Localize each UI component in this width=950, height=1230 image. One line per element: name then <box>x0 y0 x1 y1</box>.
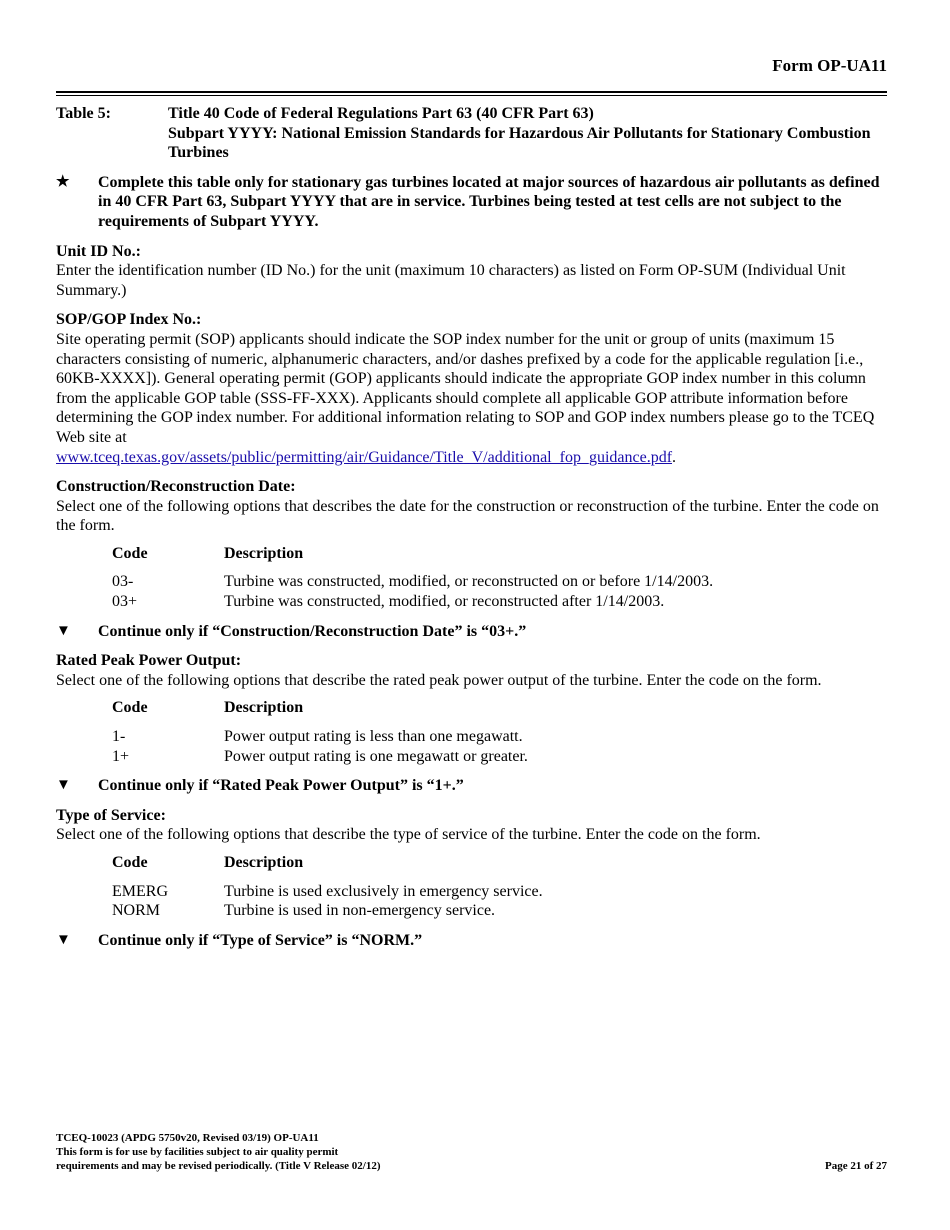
code-row <box>112 592 887 612</box>
table-heading <box>56 104 887 163</box>
code-value: 03+ <box>112 593 138 611</box>
applicability-note <box>56 173 887 232</box>
code-description: Turbine is used exclusively in emergency service. <box>224 882 543 900</box>
table-title-line: Subpart YYYY: National Emission Standards for Hazardous Air Pollutants for Stationary Combustion Turbines <box>168 124 871 162</box>
code-header: Code <box>112 699 148 717</box>
rated-power-title: Rated Peak Power Output: <box>56 652 242 670</box>
table-title-line: Title 40 Code of Federal Regulations Part 63 (40 CFR Part 63) <box>168 105 594 122</box>
form-id: Form OP-UA11 <box>772 56 887 75</box>
construction-text: Select one of the following options that describes the date for the construction or reconstruction of the turbine. Enter the code on the form. <box>56 497 879 535</box>
code-description: Turbine was constructed, modified, or reconstructed on or before 1/14/2003. <box>224 573 714 591</box>
construction-continue-text: Continue only if “Construction/Reconstruction Date” is “03+.” <box>98 622 527 640</box>
footer-line: This form is for use by facilities subject to air quality permit <box>56 1146 339 1158</box>
sop-gop-section <box>56 310 887 467</box>
sop-gop-title: SOP/GOP Index No.: <box>56 311 202 329</box>
page-footer <box>56 1131 887 1173</box>
unit-id-section <box>56 242 887 301</box>
construction-section <box>56 477 887 641</box>
sop-gop-text: Site operating permit (SOP) applicants should indicate the SOP index number for the unit or group of units (maximum 15 characters consisting of numeric, alphanumeric characters, and/or dashes prefixed by a code for the applicable regulation [i.e., 60KB-XXXX]). General operating permit (GOP) applicants should indicate the appropriate GOP index number in this column from the applicable GOP table (SSS-FF-XXX). Applicants should complete all applicable GOP attribute information before determining the GOP index number. For additional information relating to SOP and GOP index numbers please go to the TCEQ Web site at <box>56 330 875 446</box>
code-table-header <box>112 544 887 564</box>
table-label: Table 5: <box>56 105 111 122</box>
service-code-table <box>112 853 887 921</box>
code-value: 1+ <box>112 747 130 765</box>
triangle-down-icon: ▼ <box>56 931 71 948</box>
service-text: Select one of the following options that describe the type of service of the turbine. Enter the code on the form. <box>56 826 761 844</box>
header-rule <box>56 91 887 93</box>
applicability-note-text: Complete this table only for stationary gas turbines located at major sources of hazardous air pollutants as defined in 40 CFR Part 63, Subpart YYYY that are in service. Turbines being tested at test cells are not subject to the requirements of Subpart YYYY. <box>98 173 880 230</box>
unit-id-text: Enter the identification number (ID No.) for the unit (maximum 10 characters) as listed on Form OP-SUM (Individual Unit Summary.) <box>56 262 846 299</box>
code-row <box>112 901 887 921</box>
description-header: Description <box>224 544 304 562</box>
construction-continue <box>56 622 887 642</box>
triangle-down-icon: ▼ <box>56 622 71 639</box>
code-header: Code <box>112 854 148 871</box>
construction-code-table <box>112 544 887 612</box>
service-continue <box>56 931 887 951</box>
code-description: Turbine was constructed, modified, or reconstructed after 1/14/2003. <box>224 593 665 611</box>
code-value: 1- <box>112 728 126 746</box>
triangle-down-icon: ▼ <box>56 777 71 794</box>
unit-id-title: Unit ID No.: <box>56 242 141 260</box>
code-description: Power output rating is less than one megawatt. <box>224 728 523 746</box>
page-number: Page 21 of 27 <box>824 1160 887 1172</box>
code-row <box>112 747 887 767</box>
service-continue-text: Continue only if “Type of Service” is “NORM.” <box>98 931 423 949</box>
code-value: NORM <box>112 902 161 920</box>
rated-power-code-table <box>112 698 887 766</box>
description-header: Description <box>224 854 304 871</box>
service-title: Type of Service: <box>56 806 166 824</box>
code-row <box>112 572 887 592</box>
construction-title: Construction/Reconstruction Date: <box>56 478 296 496</box>
code-table-header <box>112 698 887 718</box>
rated-power-section <box>56 651 887 796</box>
rated-power-continue-text: Continue only if “Rated Peak Power Output” is “1+.” <box>98 777 464 795</box>
code-row <box>112 882 887 902</box>
code-description: Power output rating is one megawatt or greater. <box>224 747 528 765</box>
star-icon: ★ <box>56 173 70 190</box>
code-row <box>112 727 887 747</box>
service-section <box>56 806 887 951</box>
table-title <box>168 104 887 163</box>
rated-power-text: Select one of the following options that describe the rated peak power output of the turbine. Enter the code on the form. <box>56 671 822 689</box>
code-description: Turbine is used in non-emergency service. <box>224 902 496 920</box>
tceq-guidance-link[interactable]: www.tceq.texas.gov/assets/public/permitting/air/Guidance/Title_V/additional_fop_guidance.pdf <box>56 448 673 466</box>
code-value: 03- <box>112 573 134 591</box>
footer-line: TCEQ-10023 (APDG 5750v20, Revised 03/19) OP-UA11 <box>56 1132 319 1144</box>
rated-power-continue <box>56 776 887 796</box>
code-header: Code <box>112 544 148 562</box>
content <box>56 104 887 950</box>
code-table-header <box>112 853 887 873</box>
code-value: EMERG <box>112 882 168 900</box>
link-period: . <box>672 448 677 466</box>
header-rule-thin <box>56 95 887 96</box>
description-header: Description <box>224 699 304 717</box>
footer-line: requirements and may be revised periodically. (Title V Release 02/12) <box>56 1160 381 1172</box>
